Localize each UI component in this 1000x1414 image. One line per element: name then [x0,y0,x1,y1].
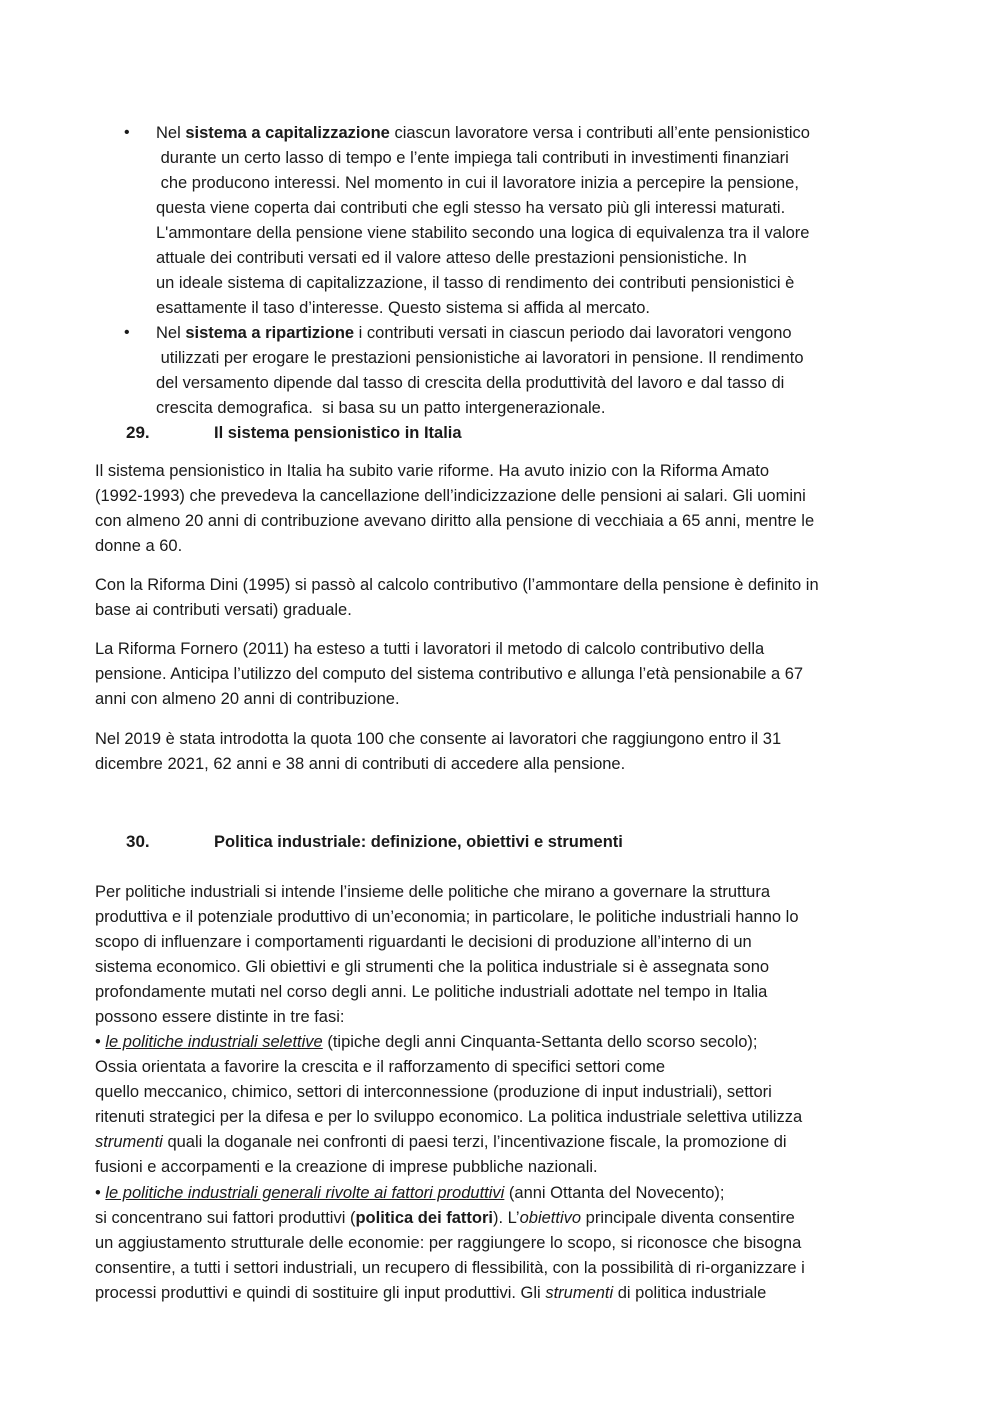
text-line: possono essere distinte in tre fasi: [95,1008,345,1026]
text-line: (1992-1993) che prevedeva la cancellazione dell’indicizzazione delle pensioni ai salari. Gli uomini [95,487,806,505]
text-line: produttiva e il potenziale produttivo di un’economia; in particolare, le politiche industriali hanno lo [95,908,799,926]
text-line: crescita demografica. si basa su un patto intergenerazionale. [156,399,606,417]
bullet-dot: • [124,324,130,341]
text-line: Nel sistema a ripartizione i contributi versati in ciascun periodo dai lavoratori vengono [156,324,792,342]
text-line: questa viene coperta dai contributi che egli stesso ha versato più gli interessi maturati. [156,199,786,217]
text-line: Ossia orientata a favorire la crescita e il rafforzamento di specifici settori come [95,1058,666,1076]
text-line: L'ammontare della pensione viene stabilito secondo una logica di equivalenza tra il valore [156,224,810,242]
section-title: Politica industriale: definizione, obiettivi e strumenti [214,833,623,851]
text-line: base ai contributi versati) graduale. [95,601,352,619]
text-line: attuale dei contributi versati ed il valore atteso delle prestazioni pensionistiche. In [156,249,747,267]
phase-heading: • le politiche industriali selettive (tipiche degli anni Cinquanta-Settanta dello scorso secolo); [95,1033,758,1051]
text-line: esattamente il taso d’interesse. Questo sistema si affida al mercato. [156,299,651,317]
text-line: ritenuti strategici per la difesa e per lo sviluppo economico. La politica industriale selettiva utilizza [95,1108,803,1126]
section-title: Il sistema pensionistico in Italia [214,424,462,442]
text-line: La Riforma Fornero (2011) ha esteso a tutti i lavoratori il metodo di calcolo contributivo della [95,640,765,658]
bullet-dot: • [124,124,130,141]
text-line: consentire, a tutti i settori industriali, un recupero di flessibilità, con la possibilità di ri-organizzare i [95,1259,805,1277]
text-line: Con la Riforma Dini (1995) si passò al calcolo contributivo (l’ammontare della pensione è definito in [95,576,819,594]
text-line: scopo di influenzare i comportamenti riguardanti le decisioni di produzione all’interno di un [95,933,752,951]
text-line: profondamente mutati nel corso degli anni. Le politiche industriali adottate nel tempo in Italia [95,983,768,1001]
text-line: utilizzati per erogare le prestazioni pensionistiche ai lavoratori in pensione. Il rendimento [156,349,804,367]
text-line: processi produttivi e quindi di sostituire gli input produttivi. Gli strumenti di politica industriale [95,1284,767,1302]
text-line: un aggiustamento strutturale delle economie: per raggiungere lo scopo, si riconosce che bisogna [95,1234,802,1252]
text-line: che producono interessi. Nel momento in cui il lavoratore inizia a percepire la pensione, [156,174,799,192]
text-line: con almeno 20 anni di contribuzione avevano diritto alla pensione di vecchiaia a 65 anni, mentre le [95,512,815,530]
text-line: Nel sistema a capitalizzazione ciascun lavoratore versa i contributi all’ente pensionistico [156,124,810,142]
section-number: 30. [126,832,150,851]
text-line: un ideale sistema di capitalizzazione, il tasso di rendimento dei contributi pensionistici è [156,274,795,292]
text-line: fusioni e accorpamenti e la creazione di imprese pubbliche nazionali. [95,1158,598,1176]
text-line: Per politiche industriali si intende l’insieme delle politiche che mirano a governare la struttura [95,883,771,901]
text-line: anni con almeno 20 anni di contribuzione. [95,690,400,708]
text-line: del versamento dipende dal tasso di crescita della produttività del lavoro e dal tasso di [156,374,785,392]
section-number: 29. [126,423,150,442]
text-line: donne a 60. [95,537,183,555]
text-line: si concentrano sui fattori produttivi (politica dei fattori). L’obiettivo principale diventa consentire [95,1209,795,1227]
text-line: pensione. Anticipa l’utilizzo del computo del sistema contributivo e allunga l’età pensionabile a 67 [95,665,804,683]
phase-heading: • le politiche industriali generali rivolte ai fattori produttivi (anni Ottanta del Novecento); [95,1184,725,1202]
text-line: Il sistema pensionistico in Italia ha subito varie riforme. Ha avuto inizio con la Riforma Amato [95,462,770,480]
text-line: strumenti quali la doganale nei confronti di paesi terzi, l’incentivazione fiscale, la promozione di [95,1133,787,1151]
text-line: sistema economico. Gli obiettivi e gli strumenti che la politica industriale si è assegnata sono [95,958,770,976]
text-line: quello meccanico, chimico, settori di interconnessione (produzione di input industriali), settori [95,1083,772,1101]
text-line: Nel 2019 è stata introdotta la quota 100 che consente ai lavoratori che raggiungono entro il 31 [95,730,782,748]
text-line: durante un certo lasso di tempo e l’ente impiega tali contributi in investimenti finanziari [156,149,789,167]
text-line: dicembre 2021, 62 anni e 38 anni di contributi di accedere alla pensione. [95,755,626,773]
